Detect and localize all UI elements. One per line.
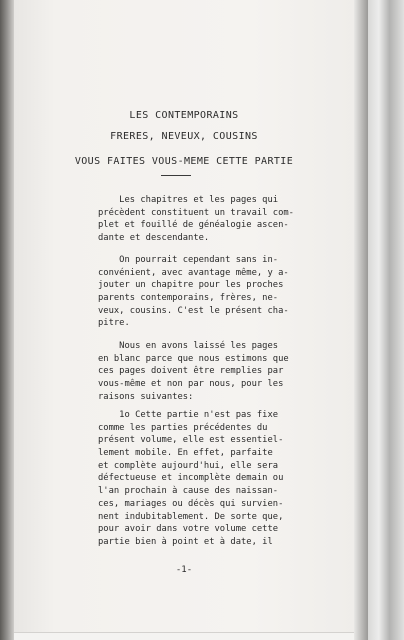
text-line: dante et descendante. xyxy=(98,233,210,244)
text-line: ces, mariages ou décès qui survien- xyxy=(98,498,284,509)
text-line: partie bien à point et à date, il xyxy=(98,536,273,547)
text-line: en blanc parce que nous estimons que xyxy=(98,353,289,364)
title-divider xyxy=(161,175,191,176)
text-line: l'an prochain à cause des naissan- xyxy=(98,486,279,497)
page-gutter-shadow xyxy=(354,0,368,640)
page-instruction: VOUS FAITES VOUS-MEME CETTE PARTIE xyxy=(74,156,294,167)
text-line: Les chapitres et les pages qui xyxy=(98,195,279,205)
text-line: ces pages doivent être remplies par xyxy=(98,366,284,377)
text-line: 1o Cette partie n'est pas fixe xyxy=(98,410,279,420)
text-line: lement mobile. En effet, parfaite xyxy=(98,448,273,459)
text-line: parents contemporains, frères, ne- xyxy=(98,293,279,304)
book-edge-shadow xyxy=(0,0,14,640)
document-page xyxy=(14,0,354,633)
text-line: nent indubitablement. De sorte que, xyxy=(98,511,284,522)
text-line: présent volume, elle est essentiel- xyxy=(98,435,284,446)
text-line: et complète aujourd'hui, elle sera xyxy=(98,460,279,471)
page-subtitle: FRERES, NEVEUX, COUSINS xyxy=(110,131,258,142)
text-line: jouter un chapitre pour les proches xyxy=(98,280,284,291)
text-line: pitre. xyxy=(98,318,130,329)
text-line: plet et fouillé de généalogie ascen- xyxy=(98,220,289,231)
text-line: comme les parties précédentes du xyxy=(98,422,268,433)
text-line: défectueuse et incomplète demain ou xyxy=(98,473,284,484)
text-line: On pourrait cependant sans in- xyxy=(98,255,279,265)
text-line: convénient, avec avantage même, y a- xyxy=(98,267,289,278)
paragraph-3 xyxy=(98,340,348,403)
book-binding xyxy=(368,0,404,640)
page-number: -1- xyxy=(175,565,193,575)
text-line: Nous en avons laissé les pages xyxy=(98,341,279,351)
text-line: précèdent constituent un travail com- xyxy=(98,207,294,218)
paragraph-2 xyxy=(98,254,348,330)
text-line: pour avoir dans votre volume cette xyxy=(98,524,279,535)
text-line: raisons suivantes: xyxy=(98,391,194,402)
page-title: LES CONTEMPORAINS xyxy=(129,110,239,121)
text-line: veux, cousins. C'est le présent cha- xyxy=(98,305,289,316)
text-line: vous-même et non par nous, pour les xyxy=(98,379,284,390)
paragraph-1 xyxy=(98,194,348,245)
paragraph-4 xyxy=(98,409,348,549)
